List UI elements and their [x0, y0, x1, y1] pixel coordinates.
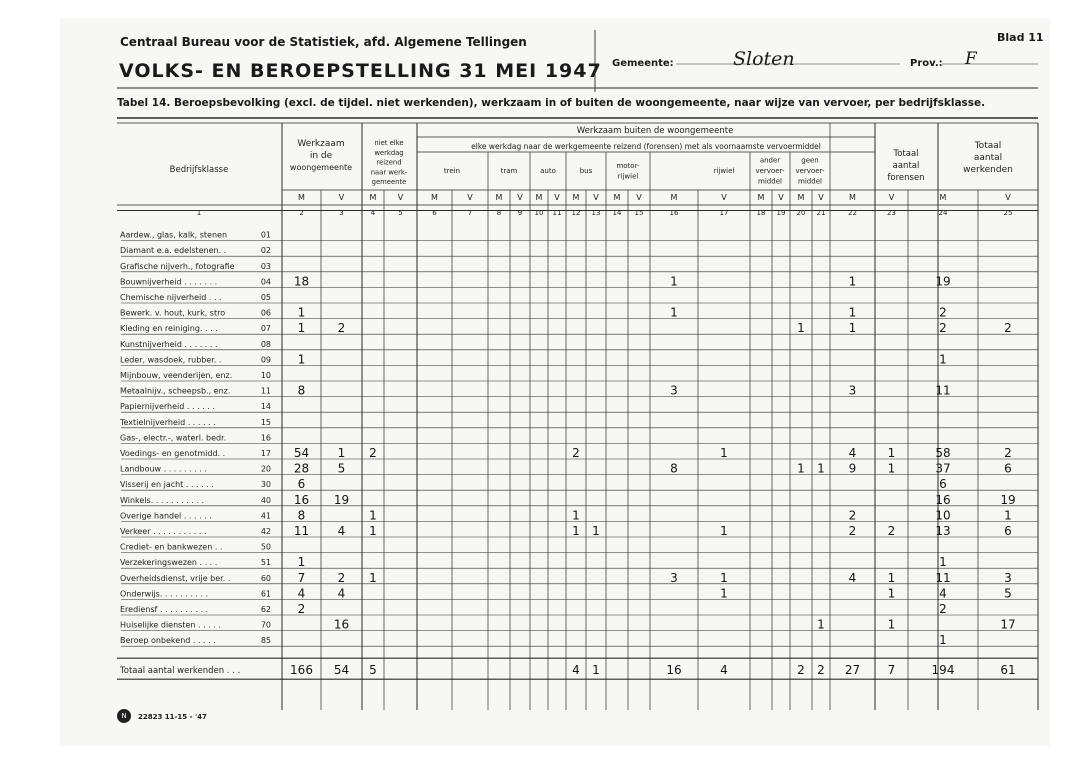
cell-value: 6 [297, 477, 306, 492]
totaal-forensen-header: forensen [887, 173, 925, 183]
row-code: 20 [260, 464, 271, 474]
mv-label-23: V [888, 193, 895, 202]
niet-elke-header: gemeente [371, 178, 407, 187]
cell-value: 2 [297, 602, 306, 616]
cell-value: 1 [337, 446, 346, 460]
mv-label-9: V [517, 193, 523, 202]
sheet-number: Blad 11 [997, 31, 1044, 44]
column-number-1: 1 [196, 209, 202, 217]
row-code: 07 [260, 324, 271, 334]
cell-value: 1 [848, 305, 857, 320]
mode-header-6: ander [759, 156, 781, 165]
cell-value: 1 [939, 352, 947, 367]
niet-elke-header: naar werk- [370, 168, 408, 177]
mode-header-6: vervoer- [755, 167, 785, 175]
row-label: Overige handel . . . . . . [120, 511, 212, 521]
niet-elke-header: reizend [376, 158, 402, 167]
total-value: 7 [887, 663, 896, 678]
mv-label-24: M [939, 193, 947, 202]
cell-value: 1 [572, 524, 580, 538]
cell-value: 2 [939, 305, 947, 320]
row-code: 04 [260, 277, 271, 287]
total-value: 2 [817, 663, 825, 678]
cell-value: 3 [1004, 570, 1012, 585]
row-label: Visserij en jacht . . . . . . [120, 480, 214, 490]
column-number-6: 6 [432, 209, 437, 217]
row-label: Grafische nijverh., fotografie [120, 261, 235, 271]
cell-value: 17 [1000, 617, 1016, 632]
cell-value: 1 [572, 508, 580, 523]
column-number-12: 12 [571, 209, 581, 217]
cell-value: 1 [797, 461, 805, 476]
row-code: 42 [260, 527, 271, 536]
cell-value: 2 [1004, 321, 1012, 336]
cell-value: 11 [935, 383, 951, 398]
row-code: 85 [260, 636, 271, 646]
mode-header-4: rijwiel [617, 172, 639, 181]
column-number-4: 4 [370, 209, 376, 217]
row-code: 51 [260, 558, 271, 568]
cell-value: 3 [670, 383, 678, 398]
mode-header-7: geen [801, 156, 819, 165]
cell-value: 11 [935, 570, 951, 585]
row-code: 15 [260, 417, 271, 427]
column-number-20: 20 [796, 209, 806, 217]
cell-value: 4 [297, 586, 306, 601]
cell-value: 1 [720, 570, 728, 585]
bedrijfsklasse-header: Bedrijfsklasse [169, 165, 229, 175]
mv-label-25: V [1005, 193, 1011, 202]
form-title: VOLKS- EN BEROEPSTELLING 31 MEI 1947 [119, 60, 602, 82]
row-label: Huiselijke diensten . . . . . [120, 620, 221, 630]
row-code: 09 [260, 355, 271, 365]
cell-value: 54 [293, 446, 310, 460]
province-label: Prov.: [910, 58, 943, 69]
column-number-5: 5 [398, 209, 403, 217]
total-value: 4 [572, 663, 580, 678]
total-value: 5 [369, 663, 377, 678]
cell-value: 1 [1004, 508, 1012, 523]
mv-label-8: M [495, 193, 503, 202]
werkzaam-in-header: Werkzaam [297, 139, 345, 149]
column-number-3: 3 [339, 209, 344, 217]
total-value: 194 [931, 663, 955, 678]
row-label: Aardew., glas, kalk, stenen [120, 230, 228, 240]
cell-value: 8 [297, 508, 306, 523]
column-number-15: 15 [634, 209, 644, 217]
mv-label-7: V [467, 193, 473, 202]
cell-value: 4 [337, 586, 346, 601]
mode-header-7: vervoer- [795, 167, 825, 175]
totaal-werkenden-header: Totaal [974, 141, 1002, 151]
row-code: 50 [260, 542, 271, 552]
cell-value: 37 [935, 461, 951, 476]
cell-value: 1 [848, 274, 857, 289]
column-number-9: 9 [517, 209, 523, 217]
cell-value: 1 [887, 586, 896, 601]
cell-value: 1 [369, 508, 377, 523]
cell-value: 19 [333, 492, 350, 507]
mv-label-14: M [613, 193, 621, 202]
cell-value: 1 [720, 524, 728, 538]
cell-value: 1 [887, 570, 896, 585]
row-code: 03 [260, 261, 271, 271]
cell-value: 8 [297, 383, 306, 398]
row-label: Voedings- en genotmidd. . [120, 449, 226, 458]
mode-header-2: auto [540, 167, 556, 175]
mv-label-20: M [797, 193, 805, 202]
cell-value: 18 [293, 274, 310, 289]
row-label: Verkeer . . . . . . . . . . . [120, 527, 207, 536]
mode-header-1: tram [500, 167, 518, 175]
mv-label-16: M [670, 193, 678, 202]
mv-label-3: V [338, 193, 345, 202]
cell-value: 13 [935, 524, 951, 538]
mv-label-5: V [397, 193, 404, 202]
cell-value: 1 [297, 321, 306, 336]
totaal-forensen-header: Totaal [893, 149, 919, 159]
cell-value: 2 [939, 321, 947, 336]
row-label: Bewerk. v. hout, kurk, stro [120, 308, 226, 318]
row-label: Beroep onbekend . . . . . [120, 636, 216, 646]
row-code: 16 [260, 433, 271, 443]
cell-value: 1 [887, 446, 896, 460]
cell-value: 2 [848, 524, 857, 538]
print-code: 22823 11-15 - '47 [138, 713, 207, 721]
elke-werkdag-header: elke werkdag naar de werkgemeente reizend (forensen) met als voornaamste vervoermiddel [471, 142, 821, 151]
mode-header-0: trein [443, 167, 461, 175]
cell-value: 5 [1004, 586, 1012, 601]
column-number-7: 7 [467, 209, 473, 217]
total-value: 16 [666, 663, 682, 678]
row-code: 30 [260, 480, 271, 490]
row-code: 60 [260, 573, 271, 583]
cell-value: 2 [369, 446, 377, 460]
cell-value: 16 [333, 617, 350, 632]
cell-value: 1 [369, 524, 377, 538]
totaal-werkenden-header: aantal [973, 153, 1003, 163]
gemeente-label: Gemeente: [612, 58, 674, 69]
row-label: Overheidsdienst, vrije ber. . [120, 573, 231, 583]
cell-value: 1 [720, 446, 728, 460]
row-label: Landbouw . . . . . . . . . [120, 464, 207, 474]
mv-label-19: V [778, 193, 784, 202]
row-code: 61 [260, 589, 271, 599]
cell-value: 6 [1004, 524, 1012, 538]
row-label: Crediet- en bankwezen . . [120, 542, 223, 552]
mv-label-11: V [554, 193, 560, 202]
mv-label-6: M [431, 193, 438, 202]
cell-value: 3 [848, 383, 857, 398]
cell-value: 19 [1000, 492, 1016, 507]
cell-value: 1 [797, 321, 805, 336]
mv-label-22: M [849, 193, 856, 202]
total-label: Totaal aantal werkenden . . . [120, 666, 241, 677]
total-value: 166 [290, 663, 313, 678]
total-value: 54 [333, 663, 350, 678]
column-number-19: 19 [776, 209, 786, 217]
mv-label-21: V [818, 193, 824, 202]
cell-value: 1 [817, 617, 825, 632]
column-number-13: 13 [591, 209, 601, 217]
cell-value: 6 [939, 477, 947, 492]
cell-value: 1 [720, 586, 728, 601]
cell-value: 1 [369, 570, 377, 585]
cell-value: 4 [848, 446, 857, 460]
row-code: 14 [260, 402, 271, 412]
row-label: Papiernijverheid . . . . . . [120, 402, 215, 412]
cell-value: 6 [1004, 461, 1012, 476]
row-label: Erediensf . . . . . . . . . . [120, 605, 209, 614]
cell-value: 1 [887, 617, 896, 632]
mv-label-18: M [757, 193, 765, 202]
row-code: 02 [260, 246, 271, 256]
cell-value: 4 [848, 570, 857, 585]
cell-value: 1 [817, 461, 825, 476]
printer-seal-icon: N [117, 709, 131, 723]
mv-label-13: V [593, 193, 599, 202]
row-label: Leder, wasdoek, rubber. . [120, 355, 222, 365]
cell-value: 58 [935, 446, 951, 460]
cell-value: 2 [939, 602, 947, 616]
werkzaam-buiten-header: Werkzaam buiten de woongemeente [576, 126, 734, 136]
column-number-11: 11 [552, 209, 562, 217]
row-label: Onderwijs. . . . . . . . . . [120, 589, 209, 599]
mode-header-6: middel [758, 177, 782, 186]
mv-label-17: V [721, 193, 727, 202]
cell-value: 1 [939, 555, 947, 570]
cell-value: 11 [293, 524, 310, 538]
row-code: 11 [260, 386, 271, 396]
row-code: 41 [260, 511, 271, 521]
niet-elke-header: niet elke [374, 139, 404, 147]
mv-label-12: M [572, 193, 580, 202]
row-label: Winkels. . . . . . . . . . . [120, 495, 205, 505]
cell-value: 2 [887, 524, 896, 538]
row-label: Chemische nijverheid . . . [120, 293, 222, 302]
column-number-2: 2 [299, 209, 304, 217]
column-number-18: 18 [756, 209, 766, 217]
mv-label-4: M [369, 193, 377, 202]
cell-value: 1 [297, 352, 306, 367]
cell-value: 1 [297, 305, 306, 320]
cell-value: 4 [939, 586, 947, 601]
row-label: Gas-, electr.-, waterl. bedr. [120, 433, 227, 443]
mode-header-7: middel [798, 177, 822, 186]
cell-value: 16 [935, 492, 951, 507]
column-number-22: 22 [848, 209, 857, 217]
total-value: 4 [720, 663, 728, 678]
cell-value: 28 [293, 461, 310, 476]
cell-value: 1 [670, 305, 678, 320]
row-code: 40 [260, 495, 271, 505]
mv-label-15: V [636, 193, 642, 202]
column-number-17: 17 [719, 209, 729, 217]
row-label: Metaalnijv., scheepsb., enz. [120, 386, 231, 396]
row-code: 01 [260, 230, 271, 240]
row-code: 62 [260, 605, 271, 614]
cell-value: 1 [297, 555, 306, 570]
cell-value: 2 [848, 508, 857, 523]
province-value: F [965, 49, 977, 69]
column-number-16: 16 [669, 209, 679, 217]
column-number-21: 21 [816, 209, 826, 217]
mv-label-2: M [298, 193, 305, 202]
column-number-25: 25 [1003, 209, 1013, 217]
gemeente-value: Sloten [733, 48, 795, 70]
mv-label-10: M [535, 193, 543, 202]
row-code: 08 [260, 339, 271, 349]
totaal-werkenden-header: werkenden [963, 165, 1013, 175]
cell-value: 8 [670, 461, 678, 476]
row-label: Diamant e.a. edelstenen. . [120, 246, 227, 256]
column-number-14: 14 [612, 209, 622, 217]
cell-value: 4 [337, 524, 346, 538]
row-code: 05 [260, 293, 271, 302]
table-title: Tabel 14. Beroepsbevolking (excl. de tijdel. niet werkenden), werkzaam in of buiten de woongemeente, naar wijze van vervoer, per bedrijfsklasse. [117, 97, 986, 109]
total-value: 1 [592, 663, 600, 678]
total-value: 27 [844, 663, 861, 678]
niet-elke-header: werkdag [374, 148, 404, 157]
cell-value: 2 [337, 570, 346, 585]
totaal-forensen-header: aantal [892, 161, 920, 171]
cell-value: 2 [572, 446, 580, 460]
mode-header-4: motor- [616, 161, 640, 170]
cell-value: 19 [935, 274, 951, 289]
cell-value: 1 [848, 321, 857, 336]
column-number-10: 10 [534, 209, 544, 217]
row-label: Mijnbouw, veenderijen, enz. [120, 371, 233, 380]
row-label: Kleding en reiniging. . . . [120, 324, 218, 334]
row-label: Textielnijverheid . . . . . . [120, 417, 216, 427]
mode-header-5: rijwiel [713, 167, 735, 175]
cell-value: 2 [1004, 446, 1012, 460]
row-code: 06 [260, 308, 271, 318]
total-value: 61 [1000, 663, 1016, 678]
row-code: 17 [260, 449, 271, 458]
column-number-24: 24 [938, 209, 948, 217]
row-label: Verzekeringswezen . . . . [120, 558, 218, 568]
cell-value: 9 [848, 461, 857, 476]
cell-value: 1 [887, 461, 896, 476]
cell-value: 1 [592, 524, 600, 538]
werkzaam-in-header: woongemeente [289, 163, 353, 172]
row-label: Kunstnijverheid . . . . . . . [120, 339, 218, 349]
cell-value: 16 [293, 492, 310, 507]
total-value: 2 [797, 663, 805, 678]
row-label: Bouwnijverheid . . . . . . . [120, 277, 218, 287]
cell-value: 5 [337, 461, 346, 476]
column-number-8: 8 [496, 209, 502, 217]
cell-value: 1 [670, 274, 678, 289]
cell-value: 2 [337, 321, 346, 336]
column-number-23: 23 [887, 209, 896, 217]
cell-value: 10 [935, 508, 951, 523]
cell-value: 7 [297, 570, 306, 585]
organisation-line: Centraal Bureau voor de Statistiek, afd. Algemene Tellingen [120, 35, 527, 49]
werkzaam-in-header: in de [309, 151, 333, 161]
cell-value: 3 [670, 570, 678, 585]
mode-header-3: bus [579, 167, 593, 175]
row-code: 70 [260, 620, 271, 630]
row-code: 10 [260, 371, 271, 380]
cell-value: 1 [939, 633, 947, 648]
